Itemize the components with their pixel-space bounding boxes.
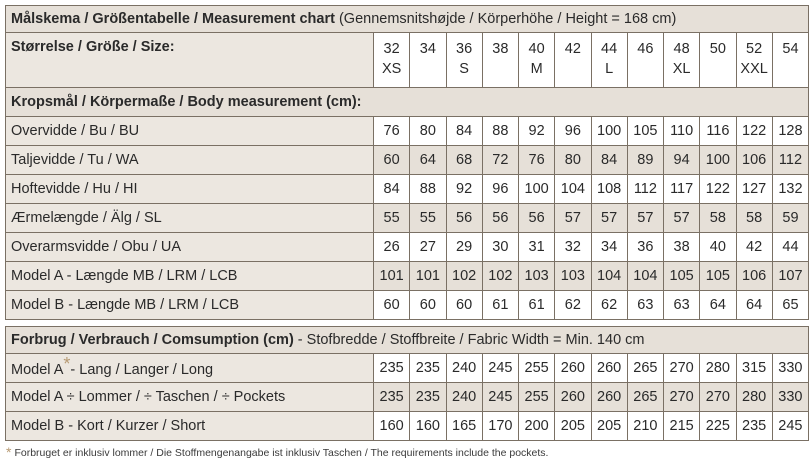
value-cell: 112 [772,146,808,175]
size-code: XXL [740,61,768,77]
value-cell: 84 [446,117,482,146]
size-cell [627,33,663,88]
size-cell [482,33,518,88]
value-cell: 235 [374,383,410,412]
value-cell: 255 [519,354,555,383]
size-cell [664,33,700,88]
value-cell: 106 [736,146,772,175]
size-number: 32 [383,41,400,57]
value-cell: 128 [772,117,808,146]
value-cell: 103 [519,262,555,291]
value-cell: 57 [664,204,700,233]
footnote-star-icon: * [6,444,12,460]
value-cell: 235 [410,354,446,383]
row-label: Model A - Længde MB / LRM / LCB [6,262,374,291]
table-row [6,291,809,320]
value-cell: 225 [700,412,736,441]
row-label [6,383,374,412]
value-cell: 57 [555,204,591,233]
value-cell: 235 [736,412,772,441]
value-cell: 34 [591,233,627,262]
value-cell: 245 [482,354,518,383]
value-cell: 38 [664,233,700,262]
value-cell: 104 [555,175,591,204]
value-cell: 84 [374,175,410,204]
value-cell: 32 [555,233,591,262]
size-row [6,33,809,88]
value-cell: 80 [410,117,446,146]
measurement-title-rest: (Gennemsnitshøjde / Körperhöhe / Height = 168 cm) [334,11,677,27]
size-cell [736,33,772,88]
table-row [6,262,809,291]
size-number: 34 [419,41,436,57]
value-cell: 76 [519,146,555,175]
value-cell: 64 [736,291,772,320]
size-number: 44 [601,41,618,57]
value-cell: 122 [700,175,736,204]
measurement-title [6,6,809,33]
value-cell: 63 [664,291,700,320]
value-cell: 92 [519,117,555,146]
size-cell [555,33,591,88]
value-cell: 117 [664,175,700,204]
size-code: M [530,61,543,77]
value-cell: 265 [627,383,663,412]
value-cell: 57 [591,204,627,233]
value-cell: 100 [591,117,627,146]
value-cell: 89 [627,146,663,175]
value-cell: 280 [736,383,772,412]
value-cell: 96 [482,175,518,204]
size-code: L [605,61,614,77]
value-cell: 105 [664,262,700,291]
value-cell: 62 [555,291,591,320]
value-cell: 260 [555,354,591,383]
value-cell: 68 [446,146,482,175]
value-cell: 108 [591,175,627,204]
value-cell: 122 [736,117,772,146]
value-cell: 84 [591,146,627,175]
value-cell: 26 [374,233,410,262]
value-cell: 65 [772,291,808,320]
value-cell: 200 [519,412,555,441]
table-row [6,117,809,146]
row-label: Taljevidde / Tu / WA [6,146,374,175]
body-measurement-title: Kropsmål / Körpermaße / Body measurement (cm): [6,88,809,117]
value-cell: 40 [700,233,736,262]
value-cell: 56 [519,204,555,233]
value-cell: 44 [772,233,808,262]
value-cell: 215 [664,412,700,441]
size-number: 40 [528,41,545,57]
measurement-title-bold: Målskema / Größentabelle / Measurement chart [11,11,335,27]
value-cell: 330 [772,354,808,383]
value-cell: 61 [519,291,555,320]
consumption-title-bold: Forbrug / Verbrauch / Comsumption (cm) [11,332,294,348]
value-cell: 58 [736,204,772,233]
row-label: Overvidde / Bu / BU [6,117,374,146]
value-cell: 245 [482,383,518,412]
value-cell: 59 [772,204,808,233]
size-number: 46 [637,41,654,57]
value-cell: 265 [627,354,663,383]
table-row [6,233,809,262]
table-row [6,175,809,204]
row-label: Hoftevidde / Hu / HI [6,175,374,204]
size-label: Størrelse / Größe / Size: [6,33,374,88]
value-cell: 64 [410,146,446,175]
value-cell: 102 [482,262,518,291]
consumption-table [5,326,809,441]
value-cell: 127 [736,175,772,204]
footnote-text: Forbruget er inklusiv lommer / Die Stoffmengenangabe ist inklusiv Taschen / The requirements include the pockets. [14,447,549,459]
value-cell: 240 [446,354,482,383]
value-cell: 92 [446,175,482,204]
value-cell: 330 [772,383,808,412]
value-cell: 315 [736,354,772,383]
value-cell: 55 [410,204,446,233]
consumption-title-rest: - Stofbredde / Stoffbreite / Fabric Width = Min. 140 cm [293,332,645,348]
value-cell: 205 [591,412,627,441]
value-cell: 101 [410,262,446,291]
size-cell [446,33,482,88]
row-label [6,354,374,383]
table-row [6,204,809,233]
value-cell: 101 [374,262,410,291]
value-cell: 62 [591,291,627,320]
value-cell: 36 [627,233,663,262]
size-code: XS [381,61,402,77]
value-cell: 100 [519,175,555,204]
value-cell: 160 [410,412,446,441]
size-cell [772,33,808,88]
value-cell: 61 [482,291,518,320]
row-label-main: Model B - Kort / Kurzer / Short [11,418,206,434]
value-cell: 60 [446,291,482,320]
value-cell: 106 [736,262,772,291]
value-cell: 104 [591,262,627,291]
value-cell: 60 [410,291,446,320]
value-cell: 112 [627,175,663,204]
value-cell: 80 [555,146,591,175]
value-cell: 110 [664,117,700,146]
size-number: 38 [492,41,509,57]
value-cell: 56 [446,204,482,233]
value-cell: 29 [446,233,482,262]
value-cell: 260 [591,354,627,383]
table-row [6,354,809,383]
measurement-table [5,5,809,320]
value-cell: 270 [664,354,700,383]
value-cell: 270 [700,383,736,412]
value-cell: 27 [410,233,446,262]
row-label: Overarmsvidde / Obu / UA [6,233,374,262]
footnote [6,443,548,459]
size-cell [374,33,410,88]
value-cell: 60 [374,291,410,320]
value-cell: 100 [700,146,736,175]
size-number: 42 [564,41,581,57]
value-cell: 260 [591,383,627,412]
row-label-rest: - Lang / Langer / Long [70,361,214,378]
value-cell: 235 [374,354,410,383]
size-cell [410,33,446,88]
row-label: Ærmelængde / Älg / SL [6,204,374,233]
value-cell: 245 [772,412,808,441]
star-icon: * [63,353,71,374]
value-cell: 94 [664,146,700,175]
value-cell: 55 [374,204,410,233]
row-label-main: Model A ÷ Lommer / ÷ Taschen / ÷ Pockets [11,389,286,405]
value-cell: 160 [374,412,410,441]
table-row [6,412,809,441]
value-cell: 30 [482,233,518,262]
size-code: XL [672,61,691,77]
row-label: Model B - Længde MB / LRM / LCB [6,291,374,320]
value-cell: 107 [772,262,808,291]
size-cell [700,33,736,88]
value-cell: 255 [519,383,555,412]
size-number: 54 [782,41,799,57]
value-cell: 102 [446,262,482,291]
value-cell: 105 [627,117,663,146]
value-cell: 104 [627,262,663,291]
value-cell: 63 [627,291,663,320]
value-cell: 57 [627,204,663,233]
value-cell: 240 [446,383,482,412]
value-cell: 103 [555,262,591,291]
value-cell: 56 [482,204,518,233]
value-cell: 116 [700,117,736,146]
value-cell: 96 [555,117,591,146]
value-cell: 105 [700,262,736,291]
value-cell: 270 [664,383,700,412]
value-cell: 60 [374,146,410,175]
value-cell: 165 [446,412,482,441]
value-cell: 72 [482,146,518,175]
row-label [6,412,374,441]
value-cell: 42 [736,233,772,262]
value-cell: 170 [482,412,518,441]
size-number: 50 [709,41,726,57]
size-number: 52 [746,41,763,57]
value-cell: 210 [627,412,663,441]
value-cell: 132 [772,175,808,204]
value-cell: 260 [555,383,591,412]
value-cell: 76 [374,117,410,146]
row-label-main: Model A [11,361,64,378]
value-cell: 31 [519,233,555,262]
size-cell [591,33,627,88]
size-number: 36 [456,41,473,57]
value-cell: 88 [482,117,518,146]
table-row [6,383,809,412]
size-number: 48 [673,41,690,57]
value-cell: 58 [700,204,736,233]
size-code: S [459,61,469,77]
size-cell [519,33,555,88]
consumption-title [6,327,809,354]
value-cell: 235 [410,383,446,412]
value-cell: 205 [555,412,591,441]
table-row [6,146,809,175]
value-cell: 64 [700,291,736,320]
value-cell: 280 [700,354,736,383]
value-cell: 88 [410,175,446,204]
